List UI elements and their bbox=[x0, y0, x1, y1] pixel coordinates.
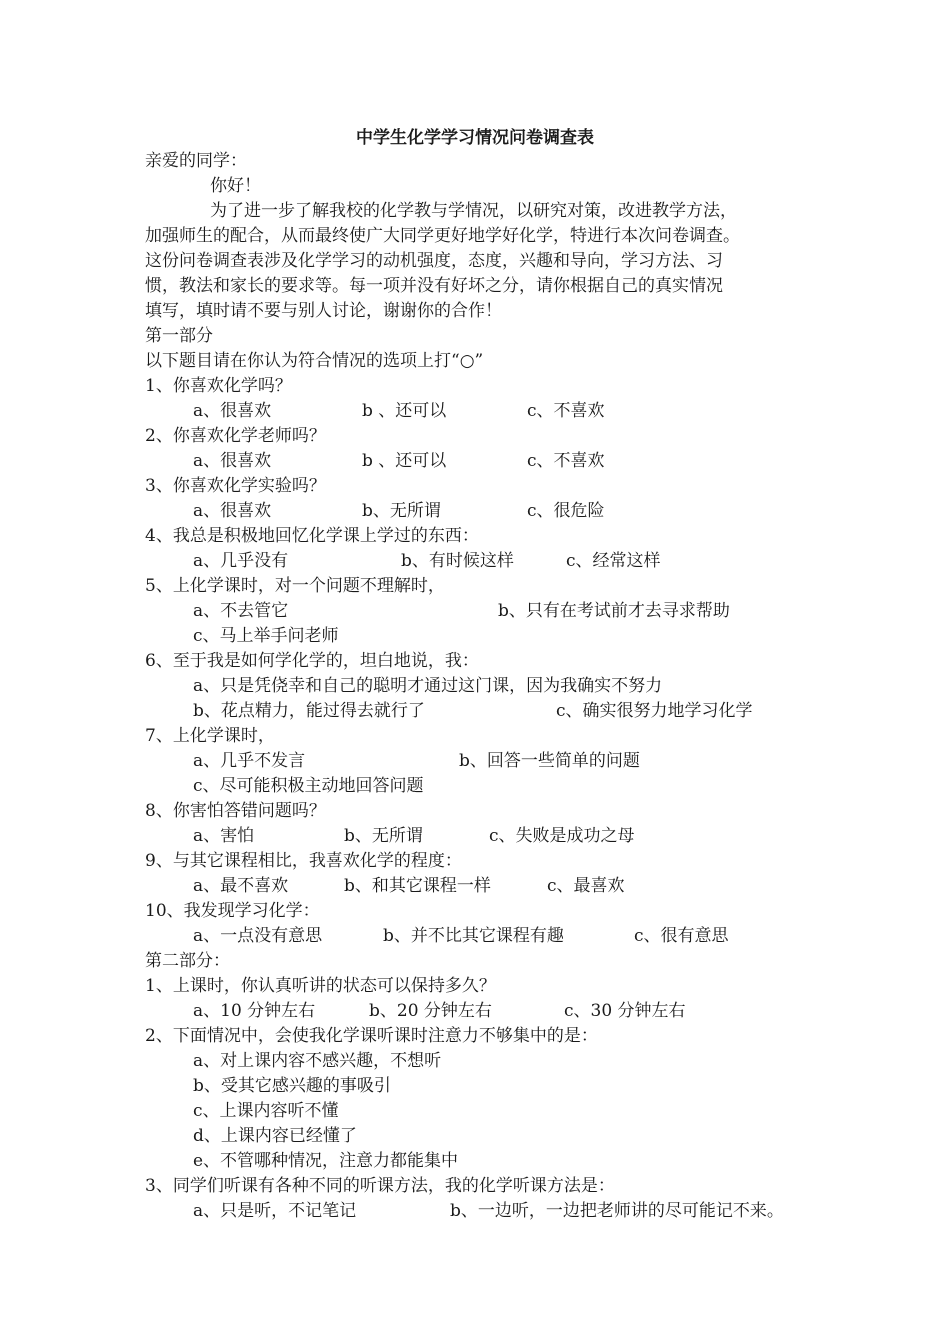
option-a: a、几乎没有 bbox=[193, 551, 289, 571]
option-c: c、尽可能积极主动地回答问题 bbox=[193, 776, 424, 796]
question-2: 2、你喜欢化学老师吗？ bbox=[145, 426, 326, 446]
option-b: b、无所谓 bbox=[362, 501, 441, 521]
option-b: b 、还可以 bbox=[362, 401, 447, 421]
option-a: a、不去管它 bbox=[193, 601, 289, 621]
option-c: c、马上举手问老师 bbox=[193, 626, 339, 646]
option-a: a、对上课内容不感兴趣，不想听 bbox=[193, 1051, 442, 1071]
option-c: c、很危险 bbox=[527, 501, 605, 521]
question-10: 10、我发现学习化学： bbox=[145, 901, 320, 921]
option-d: d、上课内容已经懂了 bbox=[193, 1126, 357, 1146]
question-7: 7、上化学课时， bbox=[145, 726, 275, 746]
intro-line: 加强师生的配合，从而最终使广大同学更好地学好化学，特进行本次问卷调查。 bbox=[145, 226, 740, 246]
option-c: c、不喜欢 bbox=[527, 401, 605, 421]
option-c: c、最喜欢 bbox=[547, 876, 625, 896]
option-a: a、害怕 bbox=[193, 826, 255, 846]
option-c: c、失败是成功之母 bbox=[489, 826, 635, 846]
option-c: c、确实很努力地学习化学 bbox=[556, 701, 753, 721]
part2-question-1: 1、上课时，你认真听讲的状态可以保持多久？ bbox=[145, 976, 496, 996]
option-c: c、经常这样 bbox=[566, 551, 661, 571]
intro-line: 惯，教法和家长的要求等。每一项并没有好坏之分，请你根据自己的真实情况 bbox=[145, 276, 723, 296]
option-b: b、有时候这样 bbox=[401, 551, 514, 571]
intro-line: 为了进一步了解我校的化学教与学情况，以研究对策，改进教学方法， bbox=[210, 201, 737, 221]
option-a: a、最不喜欢 bbox=[193, 876, 289, 896]
option-b: b、无所谓 bbox=[344, 826, 423, 846]
option-a: a、很喜欢 bbox=[193, 501, 272, 521]
option-b: b、只有在考试前才去寻求帮助 bbox=[498, 601, 730, 621]
question-5: 5、上化学课时，对一个问题不理解时， bbox=[145, 576, 445, 596]
option-b: b、并不比其它课程有趣 bbox=[383, 926, 564, 946]
hello: 你好！ bbox=[210, 176, 261, 196]
question-3: 3、你喜欢化学实验吗？ bbox=[145, 476, 326, 496]
option-b: b、20 分钟左右 bbox=[369, 1001, 492, 1021]
option-b: b、和其它课程一样 bbox=[344, 876, 491, 896]
greeting: 亲爱的同学： bbox=[145, 151, 247, 171]
option-a: a、很喜欢 bbox=[193, 451, 272, 471]
question-1: 1、你喜欢化学吗？ bbox=[145, 376, 292, 396]
option-a: a、一点没有意思 bbox=[193, 926, 323, 946]
option-b: b、回答一些简单的问题 bbox=[459, 751, 640, 771]
part2-question-3: 3、同学们听课有各种不同的听课方法，我的化学听课方法是： bbox=[145, 1176, 615, 1196]
question-9: 9、与其它课程相比，我喜欢化学的程度： bbox=[145, 851, 462, 871]
question-8: 8、你害怕答错问题吗？ bbox=[145, 801, 326, 821]
document-title: 中学生化学学习情况问卷调查表 bbox=[356, 128, 594, 148]
option-c: c、很有意思 bbox=[634, 926, 729, 946]
option-b: b、花点精力，能过得去就行了 bbox=[193, 701, 425, 721]
part2-question-2: 2、下面情况中，会使我化学课听课时注意力不够集中的是： bbox=[145, 1026, 598, 1046]
intro-line: 这份问卷调查表涉及化学学习的动机强度，态度，兴趣和导向，学习方法、习 bbox=[145, 251, 723, 271]
option-e: e、不管哪种情况，注意力都能集中 bbox=[193, 1151, 459, 1171]
option-b: b 、还可以 bbox=[362, 451, 447, 471]
option-b: b、受其它感兴趣的事吸引 bbox=[193, 1076, 391, 1096]
option-c: c、不喜欢 bbox=[527, 451, 605, 471]
part1-heading: 第一部分 bbox=[145, 326, 213, 346]
intro-line: 填写，填时请不要与别人讨论，谢谢你的合作！ bbox=[145, 301, 502, 321]
question-4: 4、我总是积极地回忆化学课上学过的东西： bbox=[145, 526, 479, 546]
question-6: 6、至于我是如何学化学的，坦白地说，我： bbox=[145, 651, 479, 671]
part2-heading: 第二部分： bbox=[145, 951, 230, 971]
option-a: a、只是听，不记笔记 bbox=[193, 1201, 357, 1221]
option-c: c、30 分钟左右 bbox=[564, 1001, 686, 1021]
option-b: b、一边听，一边把老师讲的尽可能记不来。 bbox=[450, 1201, 784, 1221]
option-a: a、很喜欢 bbox=[193, 401, 272, 421]
option-a: a、10 分钟左右 bbox=[193, 1001, 316, 1021]
part1-instruction: 以下题目请在你认为符合情况的选项上打“○” bbox=[145, 351, 484, 371]
option-a: a、几乎不发言 bbox=[193, 751, 306, 771]
option-a: a、只是凭侥幸和自己的聪明才通过这门课，因为我确实不努力 bbox=[193, 676, 663, 696]
option-c: c、上课内容听不懂 bbox=[193, 1101, 339, 1121]
